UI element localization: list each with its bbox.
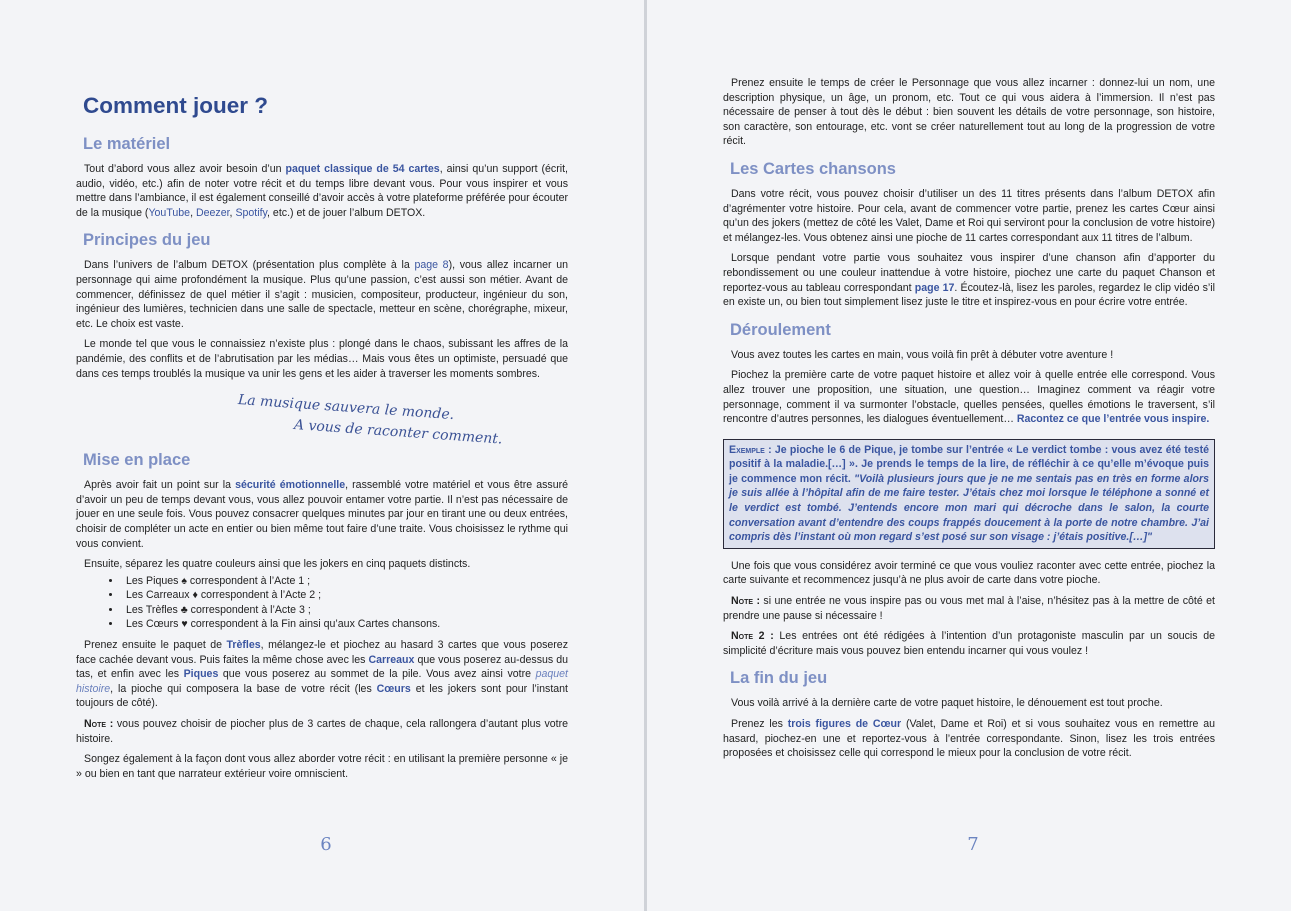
text: et les jokers sont pour l’instant toujours de côté). xyxy=(76,682,568,710)
text: ), vous allez incarner un personnage qui aime profondément la musique. Plus qu’une passion, c’est aussi son métier. Avant de commencer, définissez de quel métier il s’agit : musicien, compositeur, producteur, ingénieur du son, ingénieur des lumières, technicien dans une salle de spectacle, metteur en scène, chorégraphe, mixeur, etc. Le choix est vaste. xyxy=(76,259,568,330)
highlight-coeurs: Cœurs xyxy=(376,682,411,695)
paragraph-note-1 xyxy=(723,594,1215,623)
paragraph-chansons: Dans votre récit, vous pouvez choisir d’utiliser un des 11 titres présents dans l’album DETOX afin d’agrémenter votre histoire. Pour cela, avant de commencer votre partie, prenez les cartes Cœur ainsi qu’un des jokers (mettez de côté les Valet, Dame et Roi qui serviront pour la conclusion de votre histoire) et mélangez-les. Vous obtenez ainsi une pioche de 11 cartes correspondant aux 11 titres de l’album. xyxy=(723,187,1215,244)
text: Piochez la première carte de votre paquet histoire et allez voir à quelle entrée elle correspond. Vous allez trouver une proposition, une situation, une question… Imaginez comment va réagir votre personnage, comment il va surmonter l’obstacle, quelles pensées, quelles émotions le traversent, s’il rencontre d’autres personnes, les dialogues éventuellement… xyxy=(723,369,1215,426)
page-number: 7 xyxy=(967,834,979,855)
right-page xyxy=(647,0,1291,911)
text: Les entrées ont été rédigées à l’intention d’un protagoniste masculin par un soucis de simplicité d’écriture mais vous pouvez bien entendu incarner qui vous voulez ! xyxy=(723,630,1216,657)
paragraph-figures xyxy=(723,717,1215,761)
text: , mélangez-le et piochez au hasard 3 cartes que vous poserez face cachée devant vous. Puis faites la même chose avec les xyxy=(76,639,568,666)
link-securite-emotionnelle[interactable]: sécurité émotionnelle xyxy=(235,479,346,492)
note-label: Note : xyxy=(731,595,760,608)
text: (Valet, Dame et Roi) et si vous souhaitez vous en remettre au hasard, piochez-en une et reportez-vous à l’entrée correspondante. Sinon, lisez les trois entrées proposées et choisissez celle qui correspond le mieux pour la conclusion de votre récit. xyxy=(723,718,1216,760)
highlight-piques: Piques xyxy=(183,668,219,681)
paragraph-materiel: Tout d’abord vous allez avoir besoin d’un paquet classique de 54 cartes, ainsi qu’un support (écrit, audio, vidéo, etc.) afin de noter votre récit et du temps libre devant vous. Pour vous inspirer et vous mettre dans l’ambiance, il est également conseillé d’avoir accès à votre plateforme préférée pour écouter de la musique (YouTube, Deezer, Spotify, etc.) et de jouer l’album DETOX. xyxy=(76,163,568,219)
text: , rassemblé votre matériel et vous être assuré d’avoir un peu de temps devant vous, vous allez pouvoir entamer votre partie. Il n’est pas nécessaire de jouer en une seule fois. Vous pouvez consacrer quelques minutes par jour en tirant une ou deux entrées, choisir de compléter un acte en entier ou bien même tout faire d’une traite. Vous choisissez le rythme qui vous convient. xyxy=(76,479,569,550)
text: Prenez ensuite le paquet de xyxy=(84,639,227,652)
suits-list xyxy=(76,574,568,632)
text: que vous poserez au sommet de la pile. Vous avez ainsi votre xyxy=(218,668,536,681)
text: Après avoir fait un point sur la xyxy=(84,479,236,492)
paragraph-monde: Le monde tel que vous le connaissiez n’existe plus : plongé dans le chaos, subissant les affres de la pandémie, des conflits et de l’abrutisation par les médias… Mais vous êtes un optimiste, persuadé que dans ces temps troublés la musique va unir les gens et les aider à traverser les moments sombres. xyxy=(76,338,568,380)
link-deezer[interactable]: Deezer xyxy=(195,206,230,219)
list-item: • Les Cœurs ♥ correspondent à la Fin ainsi qu’aux Cartes chansons. xyxy=(122,617,568,632)
handwritten-quote xyxy=(76,391,568,448)
highlight-carreaux: Carreaux xyxy=(368,653,415,666)
section-title-materiel: Le matériel xyxy=(83,135,171,153)
link-page-17[interactable]: page 17 xyxy=(914,281,955,294)
page-number: 6 xyxy=(320,834,332,855)
paragraph-mise-en-place xyxy=(76,478,568,551)
example-label: Exemple : xyxy=(729,443,772,456)
text: vous pouvez choisir de piocher plus de 3 cartes de chaque, cela rallongera d’autant plus votre histoire. xyxy=(76,718,569,745)
highlight-figures-coeur: trois figures de Cœur xyxy=(787,718,902,730)
text: . Écoutez-là, lisez les paroles, regardez le clip vidéo s’il en existe un, ou bien tout simplement lisez juste le titre et inspirez-vous en pour écrire votre entrée. xyxy=(723,281,1215,309)
paragraph-paquet xyxy=(76,638,568,711)
list-item: • Les Piques ♠ correspondent à l’Acte 1 ; xyxy=(122,574,568,589)
text: Dans l’univers de l’album DETOX (présentation plus complète à la xyxy=(84,259,415,272)
text: , la pioche qui composera la base de votre récit (les xyxy=(110,682,377,695)
quote-line-1: La musique sauvera le monde. xyxy=(237,392,455,424)
paragraph-piochez xyxy=(723,368,1215,426)
example-box xyxy=(723,439,1215,549)
note-label: Note : xyxy=(84,718,114,731)
paragraph-suite: Une fois que vous considérez avoir terminé ce que vous vouliez raconter avec cette entrée, piochez la carte suivante et recommencez jusqu’à ne plus avoir de carte dans votre pioche. xyxy=(723,559,1215,587)
link-youtube[interactable]: YouTube xyxy=(148,206,191,219)
highlight-cards: paquet classique de 54 cartes xyxy=(285,163,440,175)
left-page xyxy=(0,0,644,911)
quote-line-2: A vous de raconter comment. xyxy=(293,417,503,448)
paragraph-recit: Songez également à la façon dont vous allez aborder votre récit : en utilisant la première personne « je » ou bien en tant que narrateur extérieur voire omniscient. xyxy=(76,753,568,780)
link-page-8[interactable]: page 8 xyxy=(414,259,449,272)
highlight-trefles: Trèfles xyxy=(226,639,261,652)
text: Tout d’abord vous allez avoir besoin d’un xyxy=(84,163,286,175)
paragraph-inspiration xyxy=(723,251,1215,309)
page-title: Comment jouer ? xyxy=(83,93,269,118)
paragraph-derniere-carte: Vous voilà arrivé à la dernière carte de votre paquet histoire, le dénouement est tout proche. xyxy=(731,697,1163,710)
highlight-racontez: Racontez ce que l’entrée vous inspire. xyxy=(1016,413,1210,426)
left-page-content xyxy=(76,92,568,787)
note-2-label: Note 2 : xyxy=(731,630,774,643)
section-title-mise-en-place: Mise en place xyxy=(83,451,191,470)
right-page-content xyxy=(723,76,1215,767)
link-spotify[interactable]: Spotify xyxy=(235,206,268,219)
text: , ainsi qu’un support (écrit, audio, vidéo, etc.) afin de noter votre récit et du temps libre devant vous. Pour vous inspirer et vous mettre dans l’ambiance, il est également conseillé d’avoir accès à votre plateforme préférée pour écouter de la musique ( xyxy=(76,163,568,219)
highlight-paquet-histoire: paquet histoire xyxy=(76,668,568,695)
list-item: • Les Trèfles ♣ correspondent à l’Acte 3 ; xyxy=(122,603,568,618)
paragraph-principes xyxy=(76,258,568,331)
text: Prenez les xyxy=(731,718,788,730)
text: , etc.) et de jouer l’album DETOX. xyxy=(267,206,426,219)
list-item: • Les Carreaux ♦ correspondent à l’Acte 2 ; xyxy=(122,588,568,603)
example-italic-text: "Voilà plusieurs jours que je ne me sentais pas en très en forme alors je suis allée à l’hôpital afin de me faire tester. J’étais chez moi lorsque le téléphone a sonné et le verdict est tombé. J’entends encore mon mari qui décroche dans le salon, la courte conversation avant d’entendre des coups frappés doucement à la porte de notre chambre. J’ai compris dès l’instant où mon regard s’est posé sur son visage : j’étais positive.[…]" xyxy=(729,472,1210,544)
paragraph-note xyxy=(76,717,568,746)
section-title-principes: Principes du jeu xyxy=(83,231,211,250)
section-title-deroulement: Déroulement xyxy=(730,320,831,339)
section-title-cartes-chansons: Les Cartes chansons xyxy=(730,159,896,178)
paragraph-note-2 xyxy=(723,629,1215,658)
paragraph-personnage: Prenez ensuite le temps de créer le Personnage que vous allez incarner : donnez-lui un nom, une description physique, un âge, un pronom, etc. Tout ce qui vous aidera à l’immersion. Il n’est pas nécessaire de penser à tout dès le début : bien souvent les détails de votre personnage, son histoire, son caractère, son entourage, etc. vont se créer naturellement tout au long de la progression de votre récit. xyxy=(723,77,1215,148)
paragraph-separez: Ensuite, séparez les quatre couleurs ainsi que les jokers en cinq paquets distincts. xyxy=(84,558,471,571)
section-title-fin-du-jeu: La fin du jeu xyxy=(730,669,828,688)
example-text: Je pioche le 6 de Pique, je tombe sur l’entrée « Le verdict tombe : vous avez été testé positif à la maladie.[…] ». Je prends le temps de la lire, de réfléchir à ce qu’elle m’évoque puis je commence mon récit. xyxy=(729,443,1209,485)
text: si une entrée ne vous inspire pas ou vous met mal à l’aise, n’hésitez pas à la mettre de côté et prendre une pause si nécessaire ! xyxy=(723,595,1215,622)
paragraph-cartes-en-main: Vous avez toutes les cartes en main, vous voilà fin prêt à débuter votre aventure ! xyxy=(731,348,1114,361)
text: que vous poserez au-dessus du tas, et enfin avec les xyxy=(76,653,568,681)
text: Lorsque pendant votre partie vous souhaitez vous inspirer d’une chanson afin d’apporter du rebondissement ou une couleur inattendue à votre histoire, piochez une carte du paquet Chanson et reportez-vous au tableau correspondant xyxy=(723,252,1215,294)
